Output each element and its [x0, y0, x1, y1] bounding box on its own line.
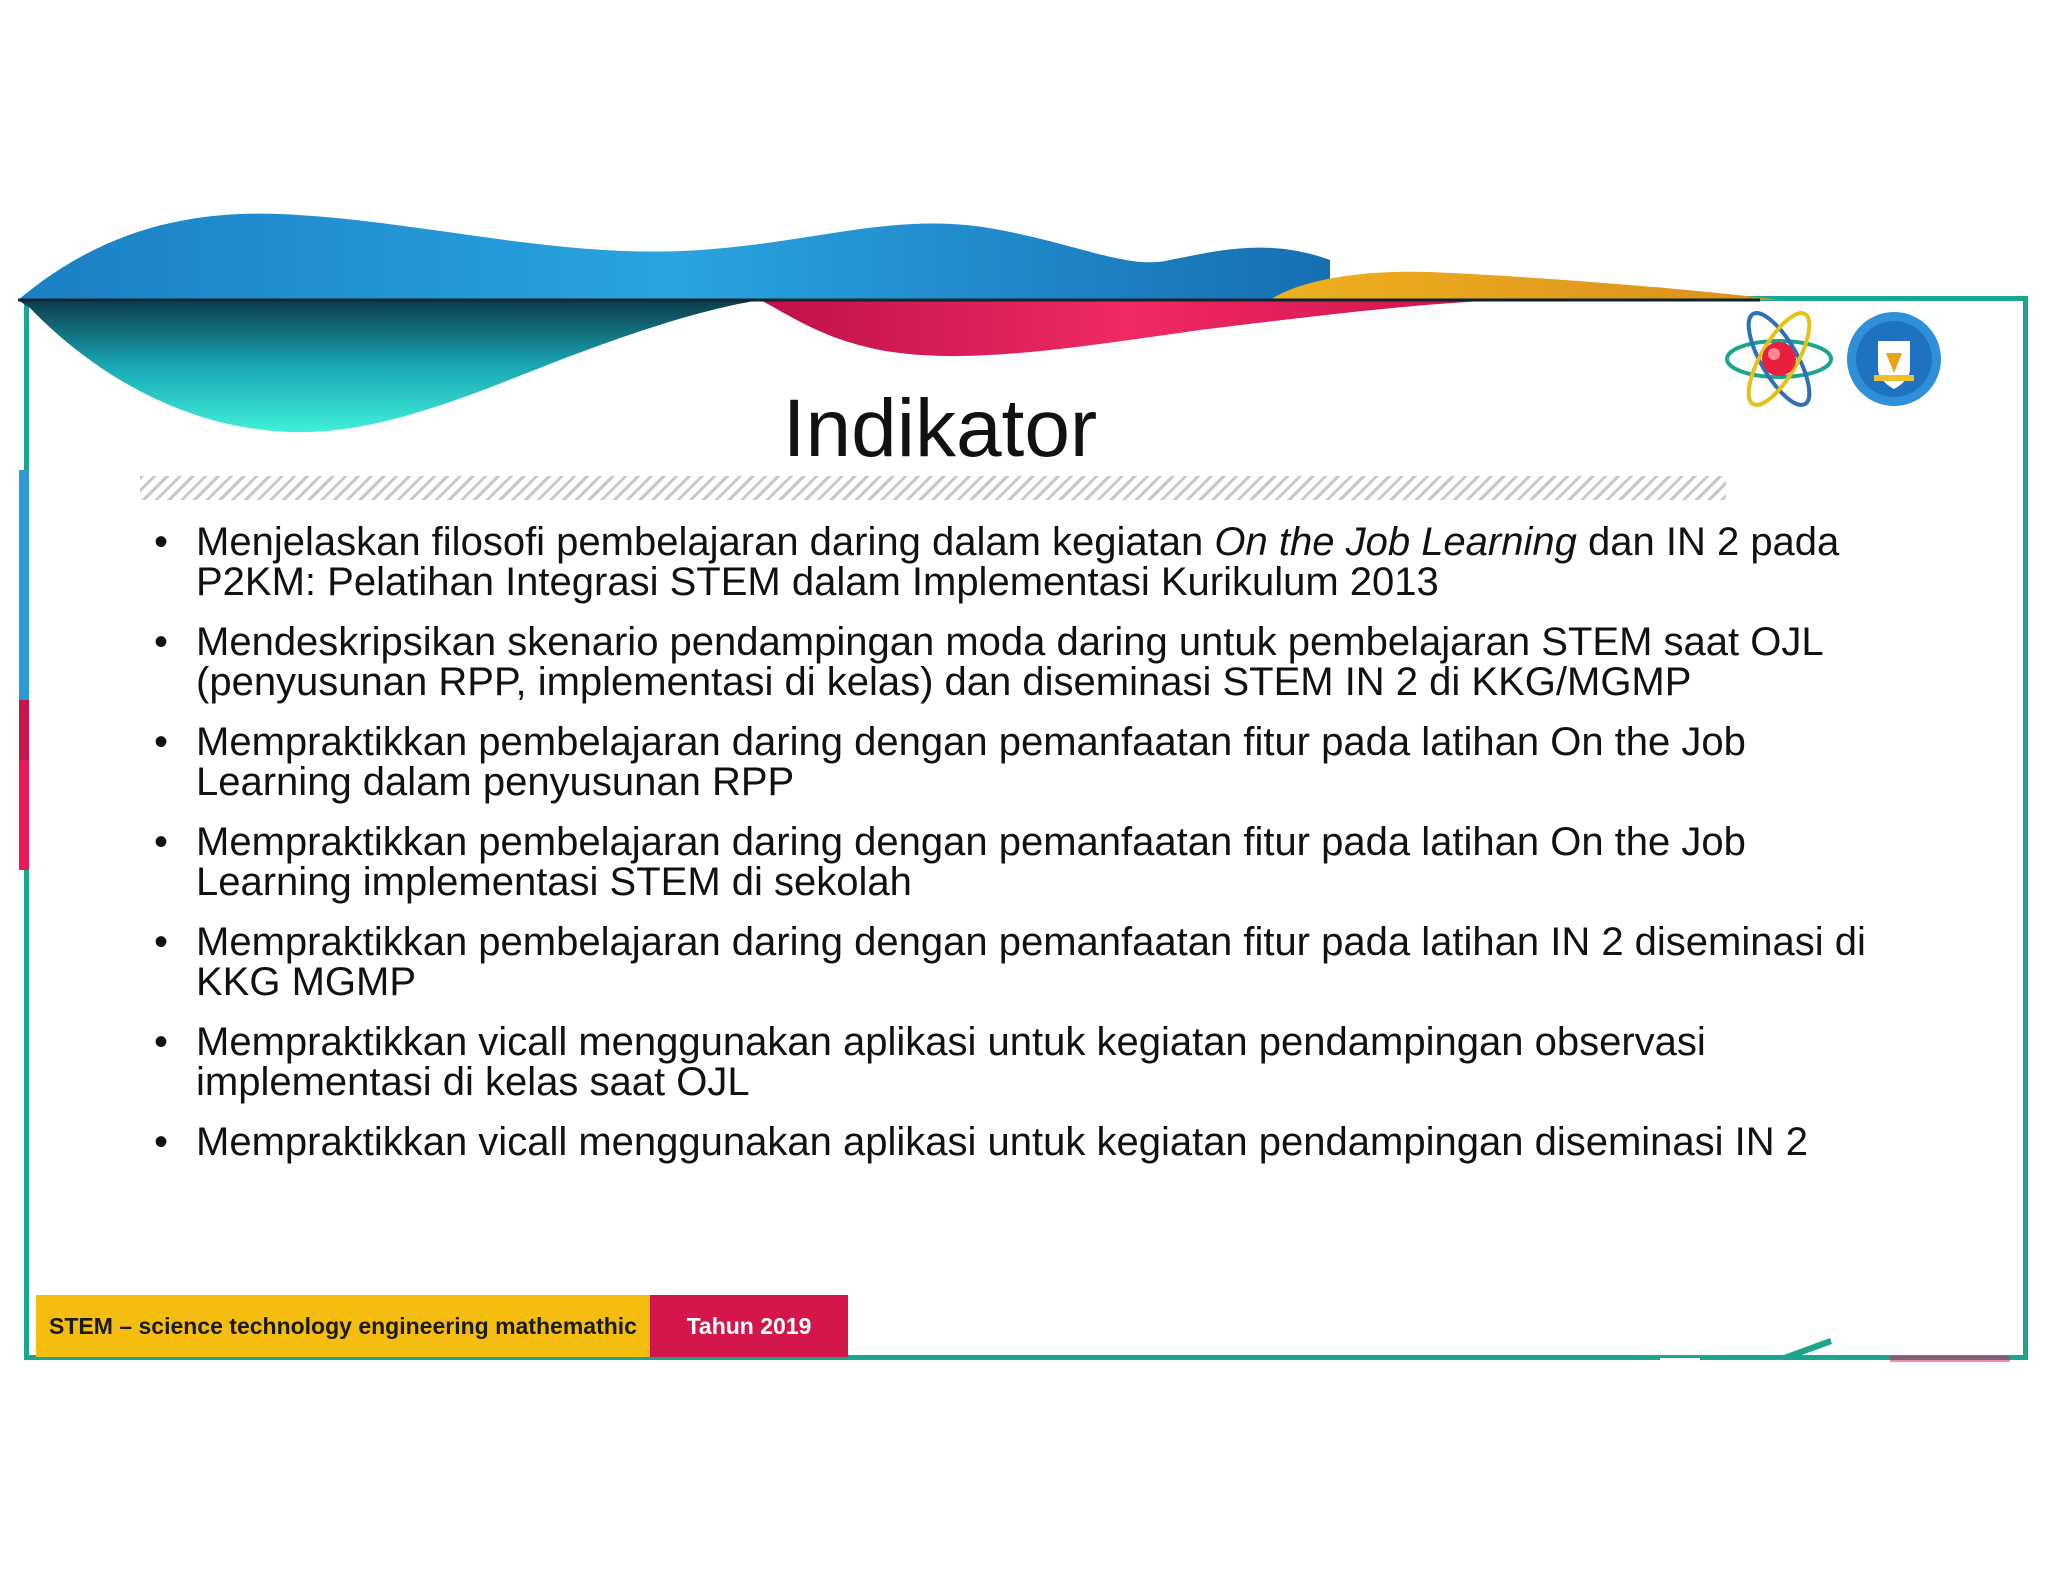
- list-item: [150, 1022, 1910, 1102]
- list-item: [150, 1122, 1910, 1162]
- bullet-symbol: •: [154, 1020, 169, 1064]
- bullet-symbol: •: [154, 720, 169, 764]
- bullet-text: Mendeskripsikan skenario pendampingan moda daring untuk pembelajaran STEM saat OJL (penyusunan RPP, implementasi di kelas) dan diseminasi STEM IN 2 di KKG/MGMP: [196, 620, 1823, 704]
- title-divider: [140, 476, 1726, 500]
- bullet-symbol: •: [154, 620, 169, 664]
- footer-stem-label: STEM – science technology engineering mathemathic: [36, 1295, 650, 1357]
- slide-title: Indikator: [782, 383, 1098, 474]
- bullet-symbol: •: [154, 1120, 169, 1164]
- header-logos: [1724, 304, 1944, 414]
- atom-logo-icon: [1727, 305, 1831, 413]
- list-item: [150, 822, 1910, 902]
- bullet-symbol: •: [154, 920, 169, 964]
- bullet-symbol: •: [154, 820, 169, 864]
- bullet-text: Mempraktikkan pembelajaran daring dengan pemanfaatan fitur pada latihan On the Job Learning implementasi STEM di sekolah: [196, 820, 1746, 904]
- bullet-text: Mempraktikkan vicall menggunakan aplikasi untuk kegiatan pendampingan observasi implementasi di kelas saat OJL: [196, 1020, 1706, 1104]
- tut-wuri-handayani-emblem-icon: [1847, 312, 1941, 406]
- list-item: [150, 922, 1910, 1002]
- list-item: [150, 722, 1910, 802]
- footer-year-label: Tahun 2019: [650, 1295, 848, 1357]
- bullet-text: Menjelaskan filosofi pembelajaran daring dalam kegiatan On the Job Learning dan IN 2 pada P2KM: Pelatihan Integrasi STEM dalam Implementasi Kurikulum 2013: [196, 520, 1840, 604]
- list-item: [150, 622, 1910, 702]
- bullet-text: Mempraktikkan pembelajaran daring dengan pemanfaatan fitur pada latihan IN 2 diseminasi di KKG MGMP: [196, 920, 1866, 1004]
- side-stripe-blue: [19, 470, 29, 700]
- bullet-text: Mempraktikkan vicall menggunakan aplikasi untuk kegiatan pendampingan diseminasi IN 2: [196, 1120, 1809, 1164]
- bullet-symbol: •: [154, 520, 169, 564]
- indicator-list: [150, 522, 1910, 1182]
- bullet-text: Mempraktikkan pembelajaran daring dengan pemanfaatan fitur pada latihan On the Job Learning dalam penyusunan RPP: [196, 720, 1746, 804]
- side-stripe-red: [19, 760, 29, 870]
- bottom-right-accent: [1660, 1320, 2048, 1390]
- list-item: [150, 522, 1910, 602]
